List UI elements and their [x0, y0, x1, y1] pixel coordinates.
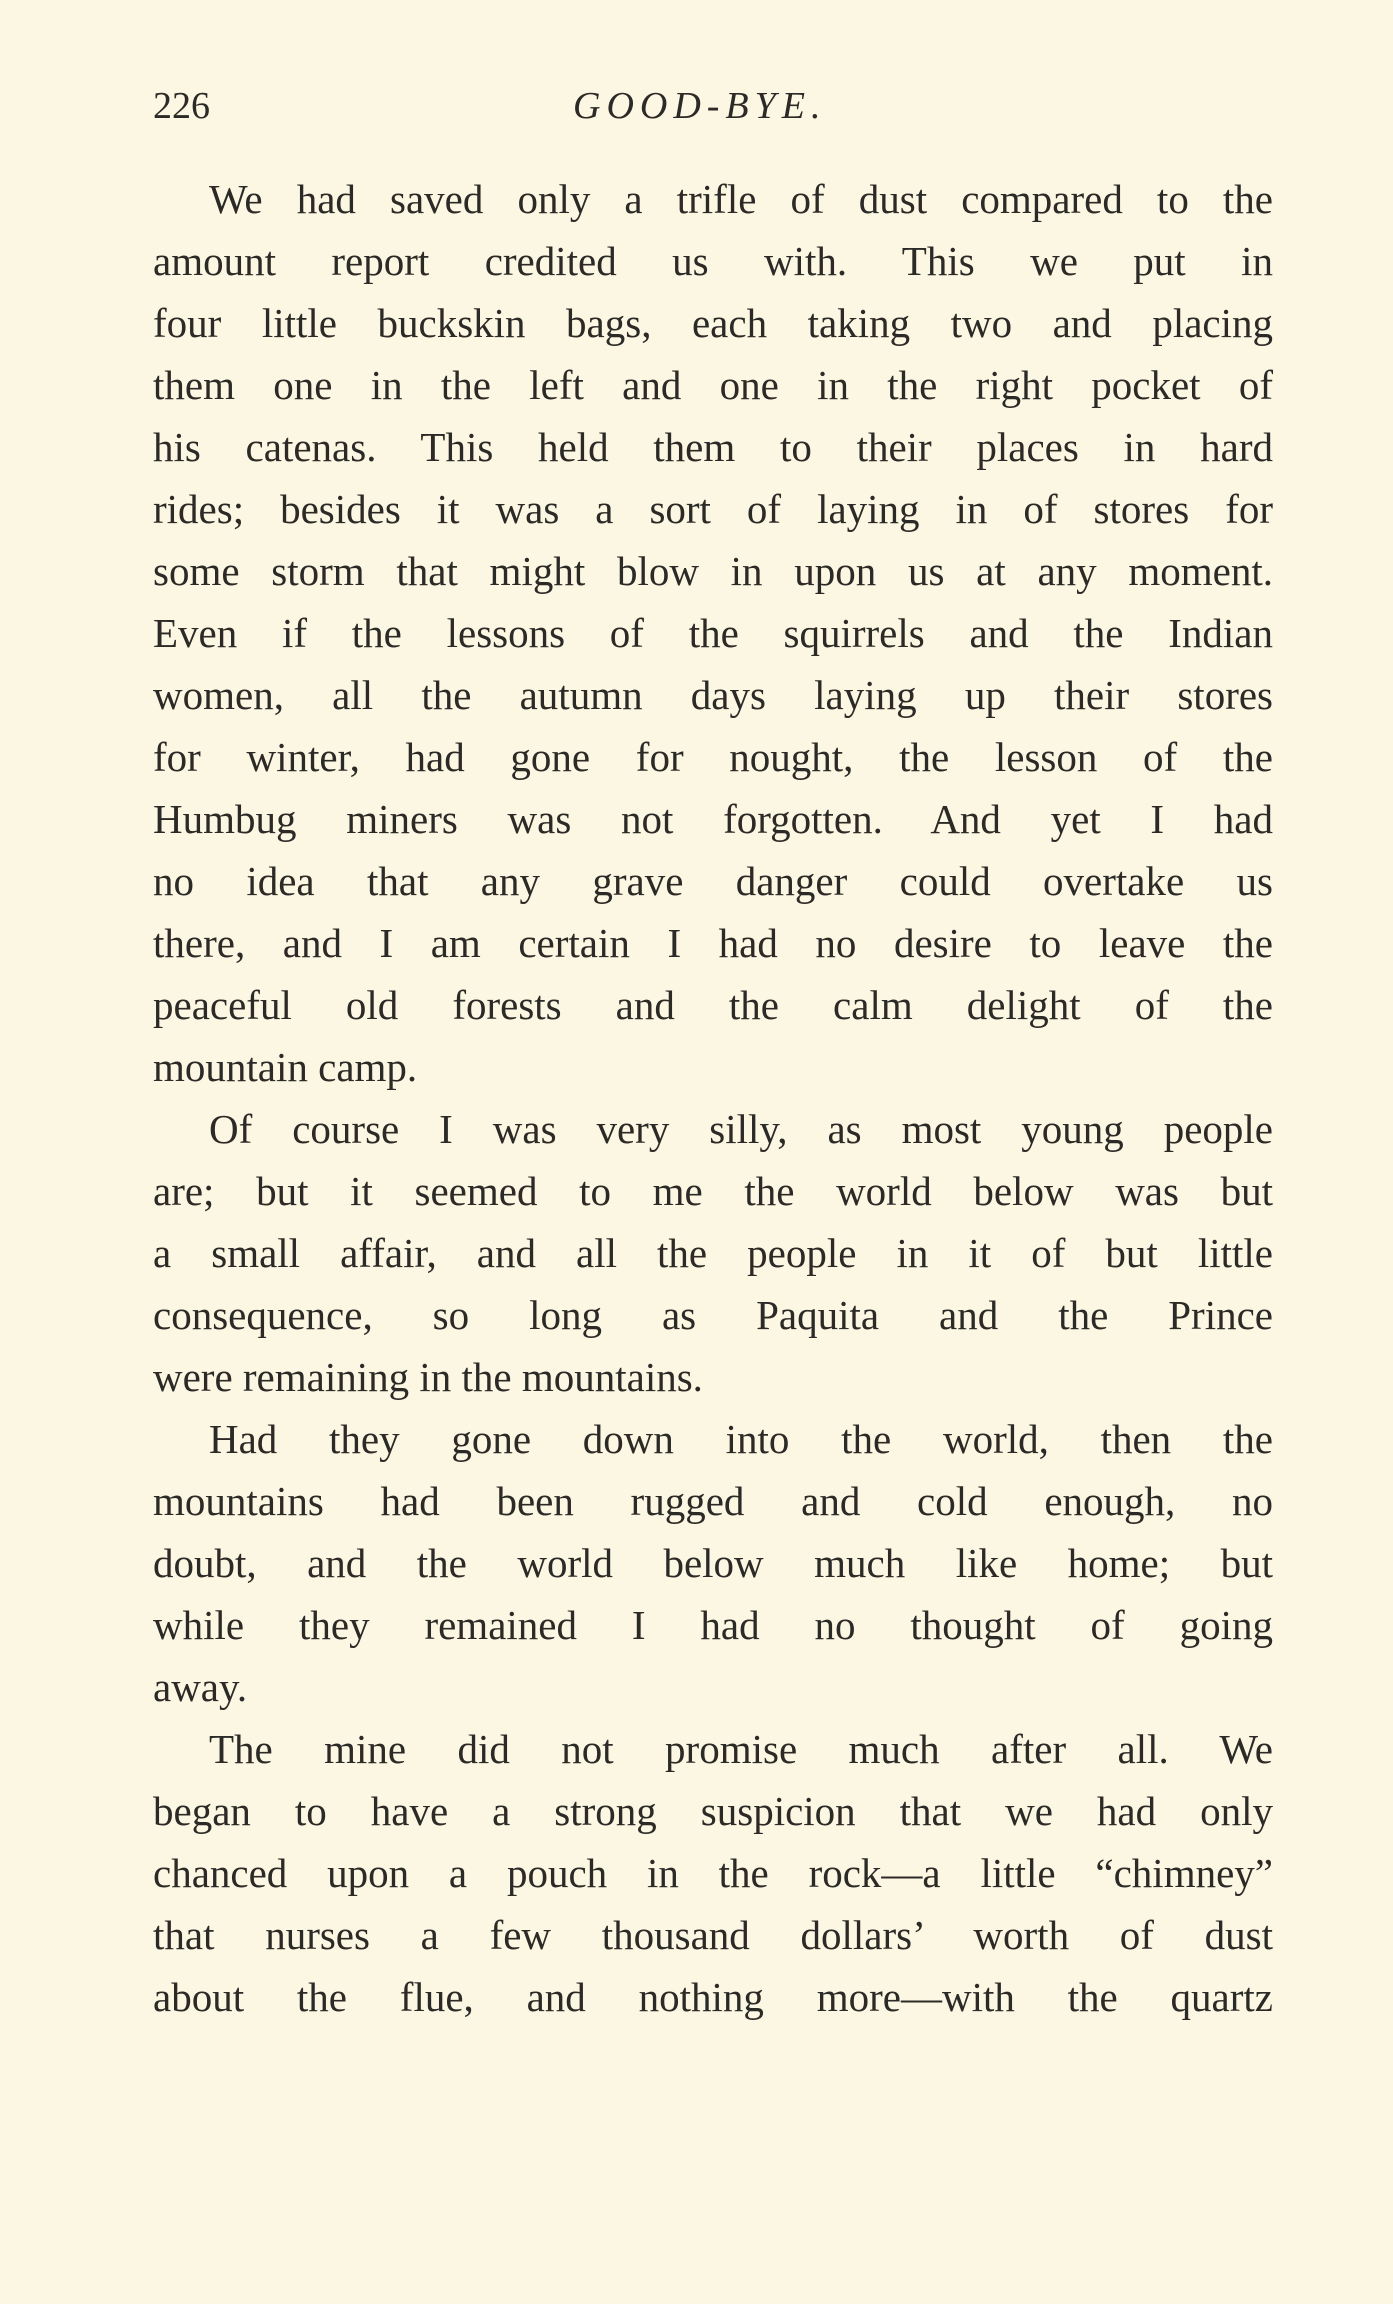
paragraph-4	[153, 1718, 1273, 2028]
text-line: mountain camp.	[153, 1044, 418, 1090]
text-line: his catenas. This held them to their places in hard	[153, 424, 1273, 470]
paragraph-1	[153, 168, 1273, 1098]
text-line: chanced upon a pouch in the rock—a little “chimney”	[153, 1850, 1273, 1896]
text-line: began to have a strong suspicion that we had only	[153, 1788, 1273, 1834]
running-title: GOOD-BYE.	[573, 85, 827, 127]
text-line: mountains had been rugged and cold enough, no	[153, 1478, 1273, 1524]
text-line: Had they gone down into the world, then the	[209, 1416, 1273, 1462]
text-line: Of course I was very silly, as most young people	[209, 1106, 1273, 1152]
text-line: We had saved only a trifle of dust compared to the	[209, 176, 1273, 222]
text-line: peaceful old forests and the calm delight of the	[153, 982, 1273, 1028]
text-line: a small affair, and all the people in it of but little	[153, 1230, 1273, 1276]
paragraph-2	[153, 1098, 1273, 1408]
text-line: doubt, and the world below much like home; but	[153, 1540, 1273, 1586]
text-line: away.	[153, 1664, 248, 1710]
running-head	[153, 78, 1273, 134]
paragraph-3	[153, 1408, 1273, 1718]
text-line: them one in the left and one in the right pocket of	[153, 362, 1273, 408]
text-line: no idea that any grave danger could overtake us	[153, 858, 1273, 904]
text-line: The mine did not promise much after all. We	[209, 1726, 1273, 1772]
body-text	[153, 168, 1273, 2028]
text-line: are; but it seemed to me the world below was but	[153, 1168, 1273, 1214]
text-line: rides; besides it was a sort of laying in of stores for	[153, 486, 1273, 532]
text-line: for winter, had gone for nought, the lesson of the	[153, 734, 1273, 780]
text-line: that nurses a few thousand dollars’ worth of dust	[153, 1912, 1273, 1958]
text-line: women, all the autumn days laying up their stores	[153, 672, 1273, 718]
page-number: 226	[153, 85, 210, 127]
text-line: four little buckskin bags, each taking two and placing	[153, 300, 1273, 346]
text-line: consequence, so long as Paquita and the Prince	[153, 1292, 1273, 1338]
text-line: some storm that might blow in upon us at any moment.	[153, 548, 1273, 594]
text-line: while they remained I had no thought of going	[153, 1602, 1273, 1648]
text-line: amount report credited us with. This we put in	[153, 238, 1273, 284]
text-line: Humbug miners was not forgotten. And yet I had	[153, 796, 1273, 842]
text-line: Even if the lessons of the squirrels and the Indian	[153, 610, 1273, 656]
text-line: were remaining in the mountains.	[153, 1354, 703, 1400]
text-line: there, and I am certain I had no desire to leave the	[153, 920, 1273, 966]
text-line: about the flue, and nothing more—with the quartz	[153, 1974, 1273, 2020]
